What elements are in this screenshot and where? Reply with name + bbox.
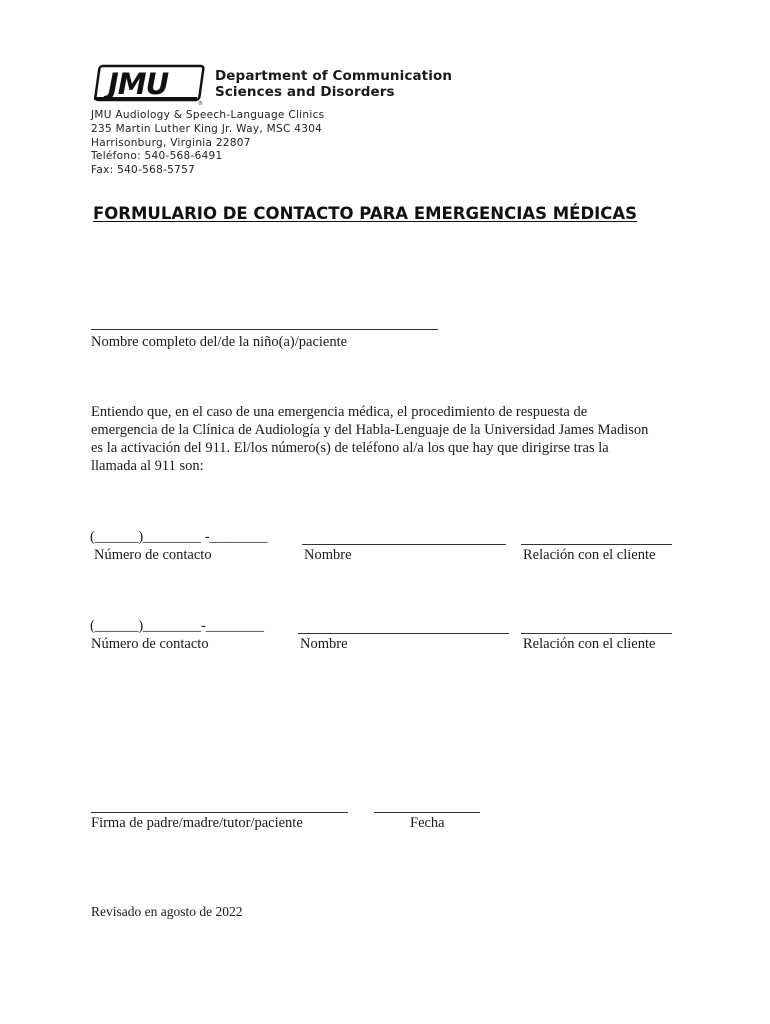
svg-text:®: ® [198,101,203,106]
address-line: 235 Martin Luther King Jr. Way, MSC 4304 [91,123,323,135]
jmu-logo [94,64,206,106]
address-line: Harrisonburg, Virginia 22807 [91,137,251,149]
contact-phone-blank[interactable]: (______)________-________ [90,618,264,634]
contact-name-label: Nombre [300,636,348,652]
revision-note: Revisado en agosto de 2022 [91,904,243,919]
contact-phone-label: Número de contacto [94,547,212,563]
contact-phone-label: Número de contacto [91,636,209,652]
contact-relation-label: Relación con el cliente [523,547,656,563]
contact-name-line[interactable] [302,544,506,545]
statement-line: emergencia de la Clínica de Audiología y del Habla-Lenguaje de la Universidad James Madison [91,422,649,438]
statement-line: Entiendo que, en el caso de una emergencia médica, el procedimiento de respuesta de [91,404,588,420]
contact-phone-blank[interactable]: (______)________ -________ [90,529,268,545]
form-title: FORMULARIO DE CONTACTO PARA EMERGENCIAS MÉDICAS [93,204,638,223]
date-label: Fecha [410,815,445,831]
statement-line: es la activación del 911. El/los número(s) de teléfono al/a los que hay que dirigirse tras la [91,440,609,456]
department-name-line2: Sciences and Disorders [215,84,395,100]
signature-line[interactable] [91,812,348,813]
statement-line: llamada al 911 son: [91,458,204,474]
address-line: JMU Audiology & Speech-Language Clinics [91,109,325,121]
patient-name-label: Nombre completo del/de la niño(a)/paciente [91,334,348,350]
phone-line: Teléfono: 540-568-6491 [91,150,223,162]
contact-relation-label: Relación con el cliente [523,636,656,652]
date-line[interactable] [374,812,480,813]
patient-name-line[interactable] [91,329,438,330]
department-name-line1: Department of Communication [215,68,453,84]
fax-line: Fax: 540-568-5757 [91,164,196,176]
contact-name-line[interactable] [298,633,509,634]
contact-relation-line[interactable] [521,633,672,634]
contact-name-label: Nombre [304,547,352,563]
logo-text: JMU [108,67,169,101]
signature-label: Firma de padre/madre/tutor/paciente [91,815,303,831]
contact-relation-line[interactable] [521,544,672,545]
